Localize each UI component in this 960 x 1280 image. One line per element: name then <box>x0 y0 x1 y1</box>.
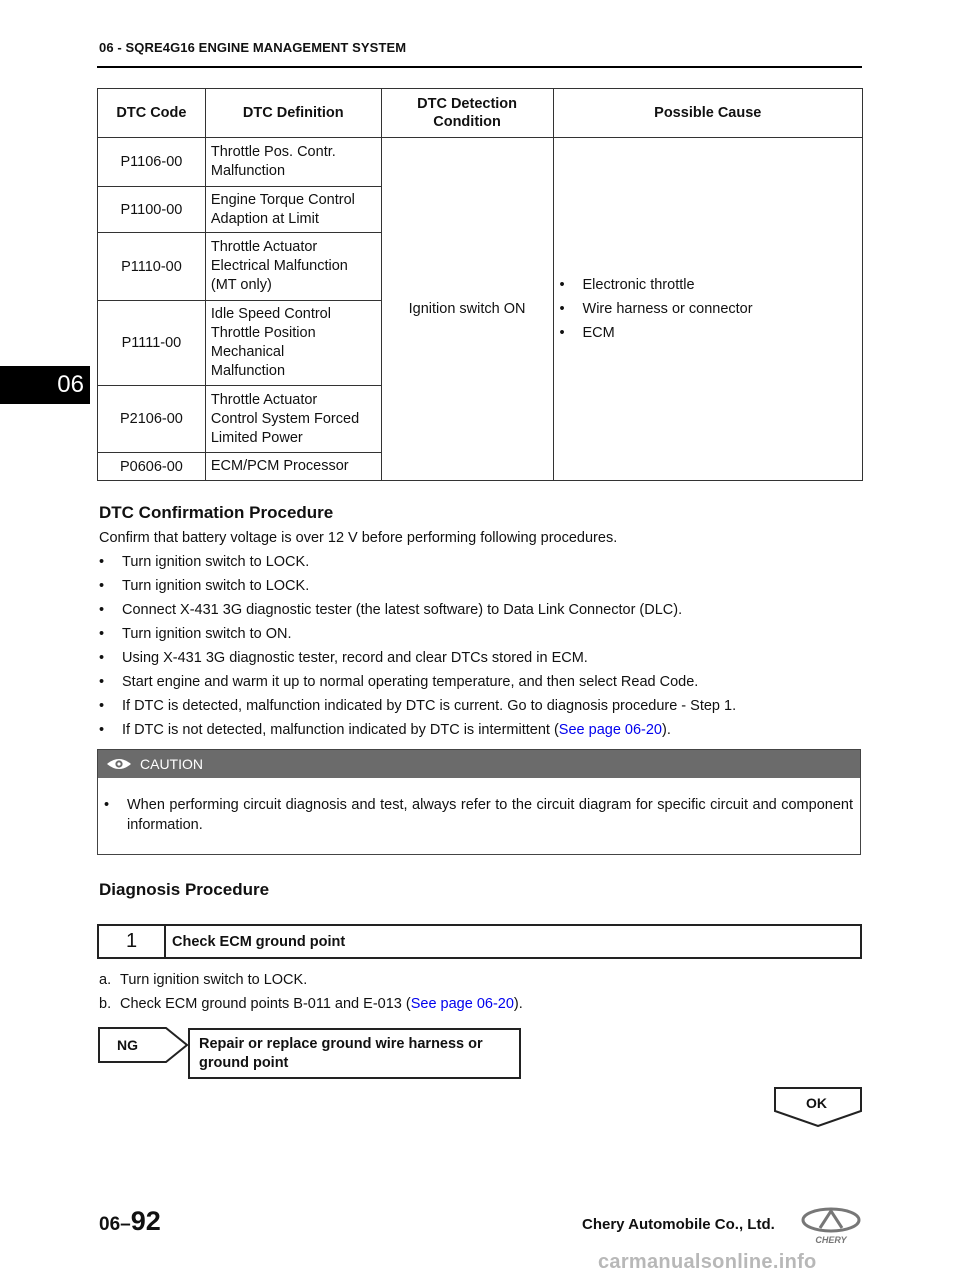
chery-logo-icon <box>800 1206 862 1246</box>
caution-box <box>97 749 861 855</box>
list-item <box>99 553 736 577</box>
substep-label: a. <box>99 972 112 988</box>
list-item <box>560 273 861 297</box>
bullet-icon: • <box>99 554 105 570</box>
bullet-icon: • <box>99 722 105 738</box>
table-header-row <box>98 89 863 138</box>
list-item <box>99 649 736 673</box>
step-text: Turn ignition switch to LOCK. <box>122 554 310 570</box>
step-text-before-link: If DTC is not detected, malfunction indicated by DTC is intermittent ( <box>122 722 559 738</box>
substep-label: b. <box>99 996 112 1012</box>
substep-text: Turn ignition switch to LOCK. <box>120 972 308 988</box>
list-item <box>560 321 861 345</box>
dtc-definition <box>205 453 381 481</box>
eye-icon <box>106 756 132 772</box>
caution-text: When performing circuit diagnosis and test, always refer to the circuit diagram for specific circuit and component information. <box>127 797 853 833</box>
dtc-definition <box>205 138 381 187</box>
ok-label: OK <box>806 1095 827 1111</box>
dtc-code: P1100-00 <box>98 187 206 233</box>
detection-condition: Ignition switch ON <box>381 138 553 481</box>
substep-text-before-link: Check ECM ground points B-011 and E-013 ( <box>120 996 411 1012</box>
bullet-icon: • <box>559 325 565 341</box>
dtc-definition <box>205 301 381 386</box>
running-head: 06 - SQRE4G16 ENGINE MANAGEMENT SYSTEM <box>99 40 407 55</box>
step-title: Check ECM ground point <box>172 933 346 950</box>
ng-arrow-icon <box>98 1027 188 1063</box>
confirmation-steps <box>99 553 736 745</box>
section-tab: 06 <box>0 366 90 404</box>
list-item <box>99 625 736 649</box>
page-number <box>99 1206 161 1237</box>
bullet-icon: • <box>99 578 105 594</box>
diagnosis-title: Diagnosis Procedure <box>99 880 270 899</box>
definition-line: Engine Torque Control <box>210 191 355 208</box>
substep-a <box>99 972 307 988</box>
ng-action-box <box>188 1028 521 1079</box>
confirmation-title: DTC Confirmation Procedure <box>99 503 334 522</box>
table-row <box>98 138 863 187</box>
header-rule <box>97 66 862 68</box>
bullet-icon: • <box>99 650 105 666</box>
detection-header-text: DTC Detection Condition <box>417 96 518 130</box>
definition-line: Throttle Actuator <box>210 391 318 408</box>
page-prefix: 06– <box>99 1214 131 1235</box>
bullet-icon: • <box>559 301 565 317</box>
ng-action-line: Repair or replace ground wire harness or <box>199 1036 483 1052</box>
list-item <box>560 297 861 321</box>
list-item <box>99 673 736 697</box>
bullet-icon: • <box>99 602 105 618</box>
step-text: Connect X-431 3G diagnostic tester (the latest software) to Data Link Connector (DLC). <box>122 602 683 618</box>
list-item <box>99 697 736 721</box>
dtc-code: P2106-00 <box>98 386 206 453</box>
cause-text: ECM <box>582 325 615 341</box>
column-header <box>381 89 553 138</box>
bullet-icon: • <box>559 277 565 293</box>
dtc-code: P1106-00 <box>98 138 206 187</box>
definition-line: Throttle Pos. Contr. <box>210 144 336 160</box>
column-header: DTC Definition <box>205 89 381 138</box>
definition-line: Malfunction <box>210 363 286 379</box>
svg-text:CHERY: CHERY <box>815 1235 847 1245</box>
definition-line: Malfunction <box>210 163 286 179</box>
step-text: Using X-431 3G diagnostic tester, record and clear DTCs stored in ECM. <box>122 650 588 666</box>
see-page-link[interactable]: See page 06-20 <box>410 996 514 1012</box>
step-text-after-link: ). <box>662 722 671 738</box>
caution-header <box>98 750 860 778</box>
see-page-link[interactable]: See page 06-20 <box>558 722 662 738</box>
column-header: DTC Code <box>98 89 206 138</box>
definition-line: ECM/PCM Processor <box>210 458 349 474</box>
definition-line: Throttle Actuator <box>210 239 318 255</box>
definition-line: Idle Speed Control <box>210 306 331 322</box>
dtc-definition <box>205 187 381 233</box>
caution-label: CAUTION <box>140 756 203 772</box>
substep-b <box>99 996 523 1012</box>
possible-causes <box>553 138 862 481</box>
bullet-icon: • <box>104 797 110 813</box>
watermark: carmanualsonline.info <box>598 1251 817 1273</box>
bullet-icon: • <box>99 674 105 690</box>
definition-line: Mechanical <box>210 344 285 360</box>
ng-label: NG <box>117 1037 138 1053</box>
dtc-code: P1110-00 <box>98 233 206 301</box>
definition-line: Control System Forced <box>210 410 360 427</box>
company-name: Chery Automobile Co., Ltd. <box>582 1216 775 1233</box>
definition-line: Throttle Position <box>210 325 316 341</box>
substep-text-after-link: ). <box>513 996 523 1012</box>
dtc-table <box>97 88 863 481</box>
column-header: Possible Cause <box>553 89 862 138</box>
step-number: 1 <box>99 926 166 957</box>
cause-list <box>555 273 861 345</box>
list-item <box>99 721 736 745</box>
dtc-code: P0606-00 <box>98 453 206 481</box>
cause-text: Wire harness or connector <box>582 301 753 317</box>
step-text: If DTC is detected, malfunction indicated by DTC is current. Go to diagnosis procedure - Step 1. <box>122 698 737 714</box>
dtc-definition <box>205 233 381 301</box>
list-item <box>99 601 736 625</box>
ng-action-line: ground point <box>199 1055 289 1071</box>
definition-line: (MT only) <box>210 277 272 293</box>
dtc-definition <box>205 386 381 453</box>
definition-line: Electrical Malfunction <box>210 258 348 274</box>
list-item <box>99 577 736 601</box>
caution-body <box>104 795 853 835</box>
cause-text: Electronic throttle <box>582 277 695 293</box>
definition-line: Limited Power <box>210 429 303 446</box>
step-text: Turn ignition switch to LOCK. <box>122 578 310 594</box>
step-text: Turn ignition switch to ON. <box>122 626 292 642</box>
step-box <box>97 924 862 959</box>
step-text: Start engine and warm it up to normal operating temperature, and then select Read Code. <box>122 674 699 690</box>
dtc-code: P1111-00 <box>98 301 206 386</box>
confirmation-intro: Confirm that battery voltage is over 12 V before performing following procedures. <box>99 530 618 546</box>
definition-line: Adaption at Limit <box>210 210 319 227</box>
page-number-value: 92 <box>130 1206 161 1236</box>
bullet-icon: • <box>99 626 105 642</box>
bullet-icon: • <box>99 698 105 714</box>
